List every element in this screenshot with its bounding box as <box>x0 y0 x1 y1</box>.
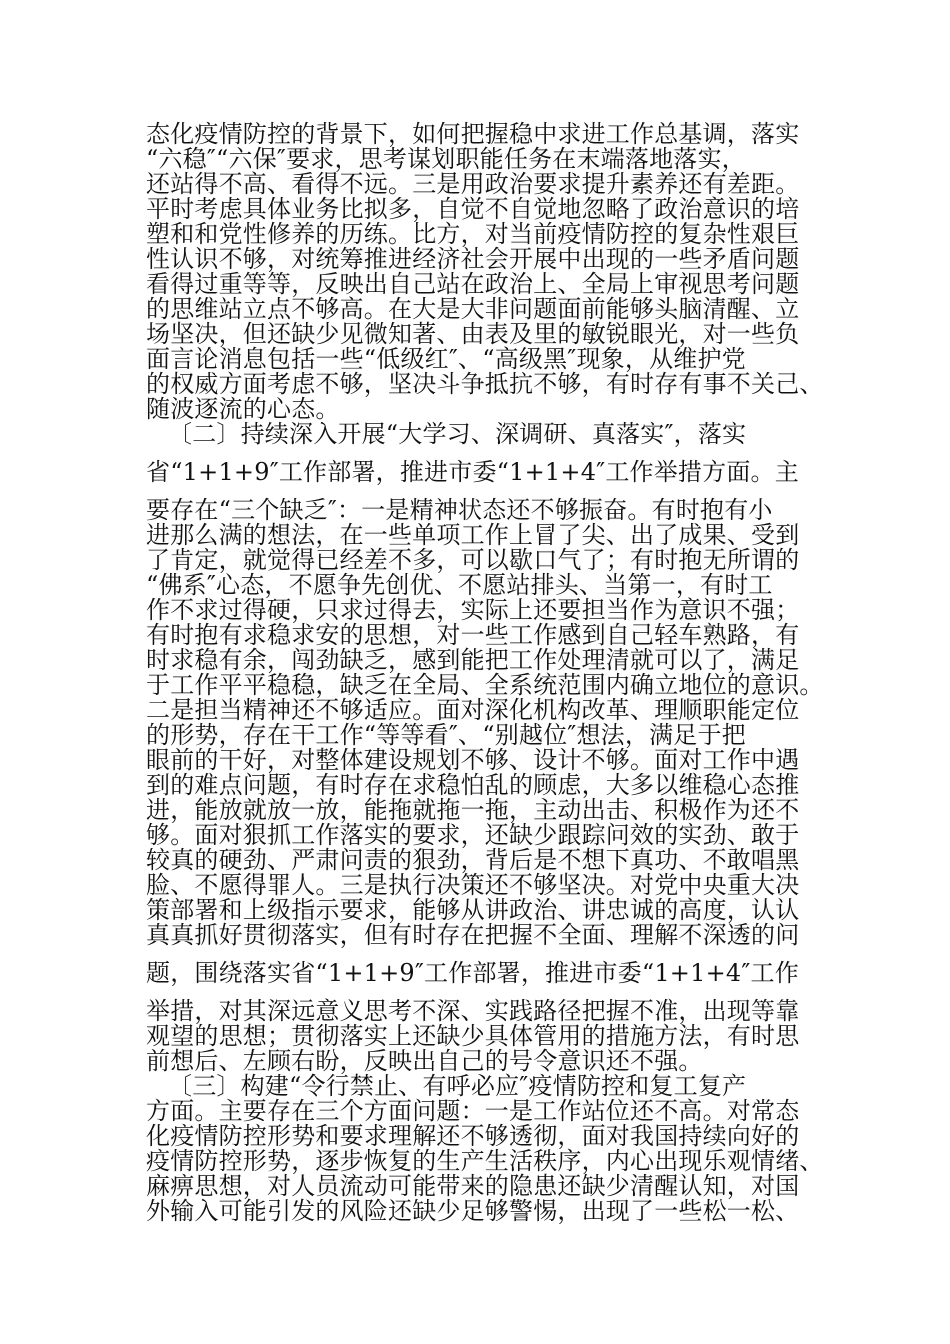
text-line: 的思维站立点不够高。在大是大非问题面前能够头脑清醒、立 <box>146 295 800 323</box>
text-line: 疫情防控形势，逐步恢复的生产生活秩序，内心出现乐观情绪、 <box>146 1147 824 1175</box>
text-line: 较真的硬劲、严肃问责的狠劲，背后是不想下真功、不敢唱黑 <box>146 846 800 874</box>
section-heading-2: 〔二〕持续深入开展“大学习、深调研、真落实″，落实 <box>168 420 747 448</box>
text-line: 作不求过得硬，只求过得去，实际上还要担当作为意识不强； <box>146 596 800 624</box>
text-line: 塑和和党性修养的历练。比方，对当前疫情防控的复杂性艰巨 <box>146 220 800 248</box>
text-line: 有时抱有求稳求安的思想，对一些工作感到自己轻车熟路，有 <box>146 621 800 649</box>
text-line: 够。面对狠抓工作落实的要求，还缺少跟踪问效的实劲、敢于 <box>146 821 800 849</box>
text-line: 到的难点问题，有时存在求稳怕乱的顾虑，大多以维稳心态推 <box>146 771 800 799</box>
text-line: 眼前的干好，对整体建设规划不够、设计不够。面对工作中遇 <box>146 746 800 774</box>
text-line: 化疫情防控形势和要求理解还不够透彻，面对我国持续向好的 <box>146 1122 800 1150</box>
text-line: 性认识不够，对统筹推进经济社会开展中出现的一些矛盾问题 <box>146 245 800 273</box>
text-line: 的形势，存在干工作“等等看″、“别越位″想法，满足于把 <box>146 721 746 749</box>
text-line: 时求稳有余，闯劲缺乏，感到能把工作处理清就可以了，满足 <box>146 646 800 674</box>
text-line: 态化疫情防控的背景下，如何把握稳中求进工作总基调，落实 <box>146 120 800 148</box>
text-line: 外输入可能引发的风险还缺少足够警惕，出现了一些松一松、 <box>146 1197 800 1225</box>
text-line: 题，围绕落实省“1+1+9″工作部署，推进市委“1+1+4″工作 <box>146 959 799 987</box>
text-line: 面言论消息包括一些“低级红″、“高级黑″现象，从维护党 <box>146 345 746 373</box>
text-line: 进那么满的想法，在一些单项工作上冒了尖、出了成果、受到 <box>146 521 800 549</box>
text-line: 要存在“三个缺乏″：一是精神状态还不够振奋。有时抱有小 <box>146 496 773 524</box>
text-line: 省“1+1+9″工作部署，推进市委“1+1+4″工作举措方面。主 <box>146 458 799 486</box>
text-line: 还站得不高、看得不远。三是用政治要求提升素养还有差距。 <box>146 170 800 198</box>
text-line: 观望的思想；贯彻落实上还缺少具体管用的措施方法，有时思 <box>146 1022 800 1050</box>
text-line: 举措，对其深远意义思考不深、实践路径把握不准，出现等靠 <box>146 997 800 1025</box>
text-line: 真真抓好贯彻落实，但有时存在把握不全面、理解不深透的问 <box>146 921 800 949</box>
text-line: 麻痹思想，对人员流动可能带来的隐患还缺少清醒认知，对国 <box>146 1172 800 1200</box>
text-line: 二是担当精神还不够适应。面对深化机构改革、理顺职能定位 <box>146 696 800 724</box>
section-heading-3: 〔三〕构建“令行禁止、有呼必应″疫情防控和复工复产 <box>168 1072 747 1100</box>
text-line: 的权威方面考虑不够，坚决斗争抵抗不够，有时存有事不关己、 <box>146 370 824 398</box>
document-body <box>146 122 846 1224</box>
text-line: 策部署和上级指示要求，能够从讲政治、讲忠诚的高度，认认 <box>146 896 800 924</box>
text-line: 随波逐流的心态。 <box>146 395 340 423</box>
text-line: 进，能放就放一放，能拖就拖一拖，主动出击、积极作为还不 <box>146 796 800 824</box>
text-line: “六稳″“六保″要求，思考谋划职能任务在末端落地落实， <box>146 145 746 173</box>
text-line: 方面。主要存在三个方面问题：一是工作站位还不高。对常态 <box>146 1097 800 1125</box>
text-line: 于工作平平稳稳，缺乏在全局、全系统范围内确立地位的意识。 <box>146 671 824 699</box>
text-line: 了肯定，就觉得已经差不多，可以歇口气了；有时抱无所谓的 <box>146 546 800 574</box>
text-line: 前想后、左顾右盼，反映出自己的号令意识还不强。 <box>146 1047 703 1075</box>
text-line: 场坚决，但还缺少见微知著、由表及里的敏锐眼光，对一些负 <box>146 320 800 348</box>
text-line: 平时考虑具体业务比拟多，自觉不自觉地忽略了政治意识的培 <box>146 195 800 223</box>
text-line: 脸、不愿得罪人。三是执行决策还不够坚决。对党中央重大决 <box>146 871 800 899</box>
text-line: “佛系″心态，不愿争先创优、不愿站排头、当第一，有时工 <box>146 571 773 599</box>
text-line: 看得过重等等，反映出自己站在政治上、全局上审视思考问题 <box>146 270 800 298</box>
